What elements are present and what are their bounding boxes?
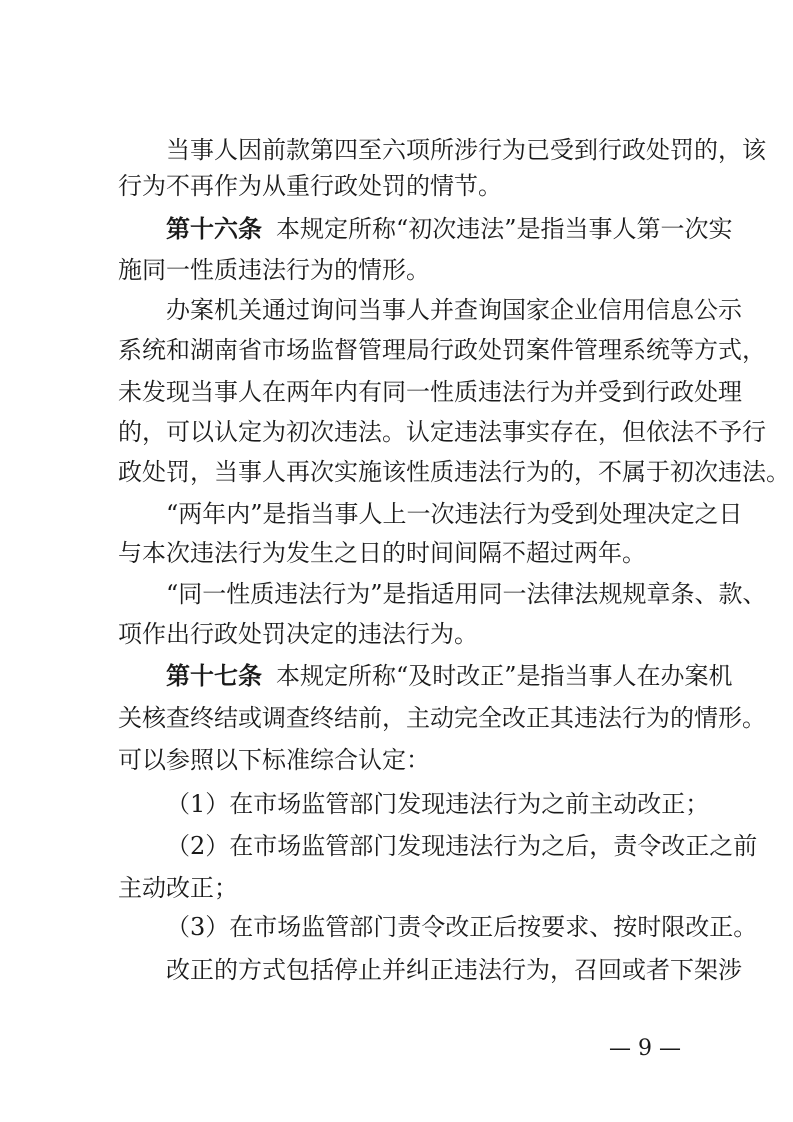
line-text: 的，可以认定为初次违法。认定违法事实存在，但依法不予行 (118, 418, 766, 446)
line-text: （3）在市场监管部门责令改正后按要求、按时限改正。 (166, 913, 758, 941)
body-text-line (118, 538, 680, 568)
article-number: 第十六条 (166, 214, 262, 243)
line-text: “两年内”是指当事人上一次违法行为受到处理决定之日 (166, 500, 743, 528)
line-text: 本规定所称“初次违法”是指当事人第一次实 (276, 215, 733, 243)
body-text-line (118, 417, 766, 447)
body-text-line (166, 789, 710, 819)
line-text: 当事人因前款第四至六项所涉行为已受到行政处罚的，该 (166, 136, 766, 164)
line-text: （1）在市场监管部门发现违法行为之前主动改正； (166, 790, 710, 818)
body-text-line (118, 745, 680, 775)
line-text: 施同一性质违法行为的情形。 (118, 256, 430, 284)
body-text-line (166, 579, 767, 609)
body-text-line (118, 703, 766, 733)
line-text: 主动改正； (118, 874, 238, 902)
article-number: 第十七条 (166, 661, 262, 690)
line-text: 未发现当事人在两年内有同一性质违法行为并受到行政处理 (118, 378, 742, 406)
line-text: 与本次违法行为发生之日的时间间隔不超过两年。 (118, 539, 646, 567)
body-text-line (118, 255, 680, 285)
body-text-line (166, 831, 758, 861)
body-text-line (118, 619, 680, 649)
line-text: 可以参照以下标准综合认定： (118, 746, 430, 774)
line-text: 本规定所称“及时改正”是指当事人在办案机 (276, 662, 733, 690)
body-text-line (118, 457, 790, 487)
line-text: 改正的方式包括停止并纠正违法行为，召回或者下架涉 (166, 956, 742, 984)
body-text-line (118, 335, 766, 365)
body-text-line (118, 171, 680, 201)
body-text-line (166, 912, 758, 942)
article-heading-line (166, 214, 733, 244)
line-text: 系统和湖南省市场监督管理局行政处罚案件管理系统等方式， (118, 336, 766, 364)
line-text: “同一性质违法行为”是指适用同一法律法规规章条、款、 (166, 580, 767, 608)
line-text: 办案机关通过询问当事人并查询国家企业信用信息公示 (166, 296, 742, 324)
body-text-line (166, 295, 742, 325)
body-text-line (166, 499, 743, 529)
body-text-line (166, 955, 742, 985)
article-heading-line (166, 661, 733, 691)
body-text-line (118, 377, 742, 407)
line-text: 政处罚，当事人再次实施该性质违法行为的，不属于初次违法。 (118, 458, 790, 486)
page-number: — 9 — (609, 1036, 681, 1061)
body-text-line (118, 873, 680, 903)
line-text: （2）在市场监管部门发现违法行为之后，责令改正之前 (166, 832, 758, 860)
line-text: 关核查终结或调查终结前，主动完全改正其违法行为的情形。 (118, 704, 766, 732)
body-text-line (166, 135, 766, 165)
line-text: 项作出行政处罚决定的违法行为。 (118, 620, 478, 648)
line-text: 行为不再作为从重行政处罚的情节。 (118, 172, 502, 200)
